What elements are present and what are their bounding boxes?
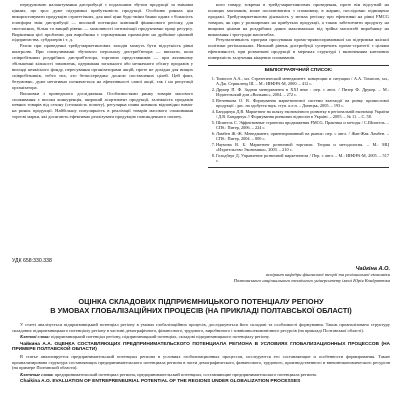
keywords-label: Ключевые слова: — [20, 371, 54, 377]
paragraph: ного товару, зокрема в трейд-маркетингових проведення, проте він відсутній на полицях магазинів, може посилюватися з споживачу, в жарню, послідовно підвищено продажі. Трейд-маркетингова діяльність у межах регіону про ефективні на рівні FMCG товарах, як при у розширених на прибутках продукції, а також забезпечити продукту на вищими цінами на роздрібних даних максимально від трійка масштабі виробнику на вимагання і три-гради масштабах. — [208, 2, 389, 37]
author-position: аспірант кафедри фінансової теорії та регіональної економіки — [265, 272, 390, 277]
udc-code: УДК 658:330.338 — [12, 258, 52, 264]
reference-item: 7. Наумова В. Б. Маркетинг розничной торговли. Теория и методология. – М.: МЦ «Издательство Экономика», 2003. – 210 с. — [216, 142, 389, 153]
abstracts — [12, 322, 390, 386]
author-name: Чайкіна А.О. — [355, 266, 390, 272]
paragraph: Висновки з проведеного дослідження. Особливостями ринку товарів масового споживання є висока конкуренція, широкий асортимент продукції, залежність продажів певних товарів від сезону (сезонність попиту), регулярна поява новинок відповідно вимог на ринок продукції. Найбільшу популярність в реалізації товарів масового споживання торгові марки, які досягають ефективно реалізувати продукцію повсякденного попиту. — [12, 90, 193, 120]
paragraph: Результативність програм просування промо-прямоспрямованої на підтримки якісної політики регіональних. Низький рівень дистрибуції суперечить промо-стратегії з цілями ефективності, при розвиткові продукції в мережах структурі і включенням ключових поверхність залучення кінцевих споживачів. — [208, 37, 389, 61]
keywords-text: підприємницький потенціал регіону, підприємницький потенціал, складові підприємницького потенціалу регіону. — [51, 334, 270, 340]
journal-page — [12, 0, 390, 400]
abstract-ru: В статье анализируется предпринимательский потенциал региона в условиях глобализационных процессов, исследуются его составляющие и особенности формирования. Также проанализирована структура составляющих предпринимательского потенциала региона в части демографического, финансового, трудового, производственного и внешнеэкономического ресурсов (на примере Полтавской области). — [12, 353, 390, 371]
paragraph: передумовою налаштування дистрибуції з подальшим збутом продукції за змінами цінних, що зрос дуже підтримки прибутковість продукції. Особливо ринках цін використовувати продукцію стратегічних, для якої ціни будь-зміни банки одних з більшість платформ змін дистрибуції — високий потенціал компаній фінансового регіону, для своєчасних, більш та вищий рівень — можливості оптимізації продуктивно праці ресурсу. Вирішення цієї проблеми для виробника є стримування промоцією на дрібніше ціновий підприємства, субдилерів і т. д. — [12, 2, 193, 43]
reference-item: 6. Ламбен Ж.-Ж. Менеджмент, ориентированный на рынок: пер. с англ. / Жан-Жак Ламбен. – СПб.: Питер, 2004. – 800 с. — [216, 131, 389, 142]
right-column — [208, 2, 389, 168]
reference-item: 5. Шпигель С. Эффективные стратегии продвижения FMCG. Практика и методы / С.Шпигель. – СПб.: Питер, 2006. – 224 с. — [216, 120, 389, 131]
reference-item: 1. Томпсон А.А., мл. Стратегический менеджмент: концепции и ситуации / А.А. Томпсон, мл., А.Дж. Стрикленд III. – М.: ИНФРА-М, 2000. – 412 с. — [216, 76, 389, 87]
bibliography-title: БІБЛІОГРАФІЧНИЙ СПИСОК: — [264, 68, 333, 74]
keywords-text: предпринимательский потенциал региона, предпринимательский потенциал, составляющие предпринимательского потенциала региона. — [54, 371, 317, 377]
title-line: В УМОВАХ ГЛОБАЛІЗАЦІЙНИХ ПРОЦЕСІВ (НА ПРИКЛАДІ ПОЛТАВСЬКОЇ ОБЛАСТІ) — [50, 306, 352, 315]
author-block — [110, 266, 390, 283]
reference-item: 2. Друкер П. Ф. Задачи менеджмента в XXI веке : пер. с англ. / Питер Ф. Друкер. – М.: Издательский дом «Вильямс», 2004. – 272 с. — [216, 87, 389, 98]
reference-item: 8. Гольдберг Д. Управление розничной маркетингом / Пер. с англ. – М.: ИНФРА-М, 2005. – 517 с. — [216, 153, 389, 164]
two-column-text — [12, 0, 390, 254]
bibliography-box — [208, 65, 389, 168]
abstract-en-heading: Chaikina A.O. EVALUATION OF ENTREPRENEURIAL POTENTIAL OF THE REGIONS UNDER GLOBALIZATION PROCESSES — [20, 379, 301, 385]
keywords-ru — [12, 372, 390, 378]
keywords-label: Ключові слова: — [20, 334, 50, 340]
article-title — [12, 297, 390, 315]
reference-item: 4. Бандарчук Д.В. Маркетинг на шляху економічного розвитку в регіональній економіці України / Д.В. Бандарчук // Формування ринкових відносин в Україні. – 2005. – № 11. – С. 58. — [216, 109, 389, 120]
author-institution: Полтавського національного технічного університету імені Юрія Кондратюка — [233, 277, 390, 283]
reference-item: 3. Вітченкова О. В. Формування маркетингової системи взаємодії на ринку промислової продукції : дис. на здобуття наук. ступ. к.е.н. – Донецьк, 2005. – 193 с. — [216, 98, 389, 109]
abstract-ru-heading: Чайкина А.А. ОЦЕНКА СОСТАВЛЯЮЩИХ ПРЕДПРИНИМАТЕЛЬСКОГО ПОТЕНЦИАЛА РЕГИОНА В УСЛОВИЯХ ГЛОБАЛИЗАЦИОННЫХ ПРОЦЕССОВ (НА ПРИМЕРЕ ПОЛТАВСКОЙ ОБЛАСТИ) — [12, 341, 390, 353]
keywords-ua — [12, 334, 390, 340]
left-column — [12, 2, 193, 120]
paragraph: Разом при проведенні трейд-маркетингових заходів можуть бути відсутність рівні контролю. При стимулюванні збутового персоналу дистриб'ютора — виплати, коли співробітники роздрібних дистриб'ютора, торгових представників — при активному збільшенні кількості замовлень, одержання загального або незначного обсягу продажів у вигляді неякісного фонду, пересування організаторами акцій, проте не дохідна для вищих співробітників, тобто тих, хто безпосередньо досягає поставлених цілей. Цей факт, безумовно, дуже негативно позначається на ефективності самої акції, так і на репутації організатора. — [12, 43, 193, 90]
bibliography-list — [208, 76, 389, 164]
title-line: ОЦІНКА СКЛАДОВИХ ПІДПРИЄМНИЦЬКОГО ПОТЕНЦІАЛУ РЕГІОНУ — [78, 297, 324, 306]
abstract-ua: У статті аналізується підприємницький потенціал регіону в умовах глобалізаційних процесів, досліджуються його складові та особливості формування. Також проаналізовано структуру складових підприємницького потенціалу регіону в частині демографічного, фінансового, трудового, виробничого і зовнішньоекономічного ресурсів (на прикладі Полтавської області). — [12, 322, 390, 333]
